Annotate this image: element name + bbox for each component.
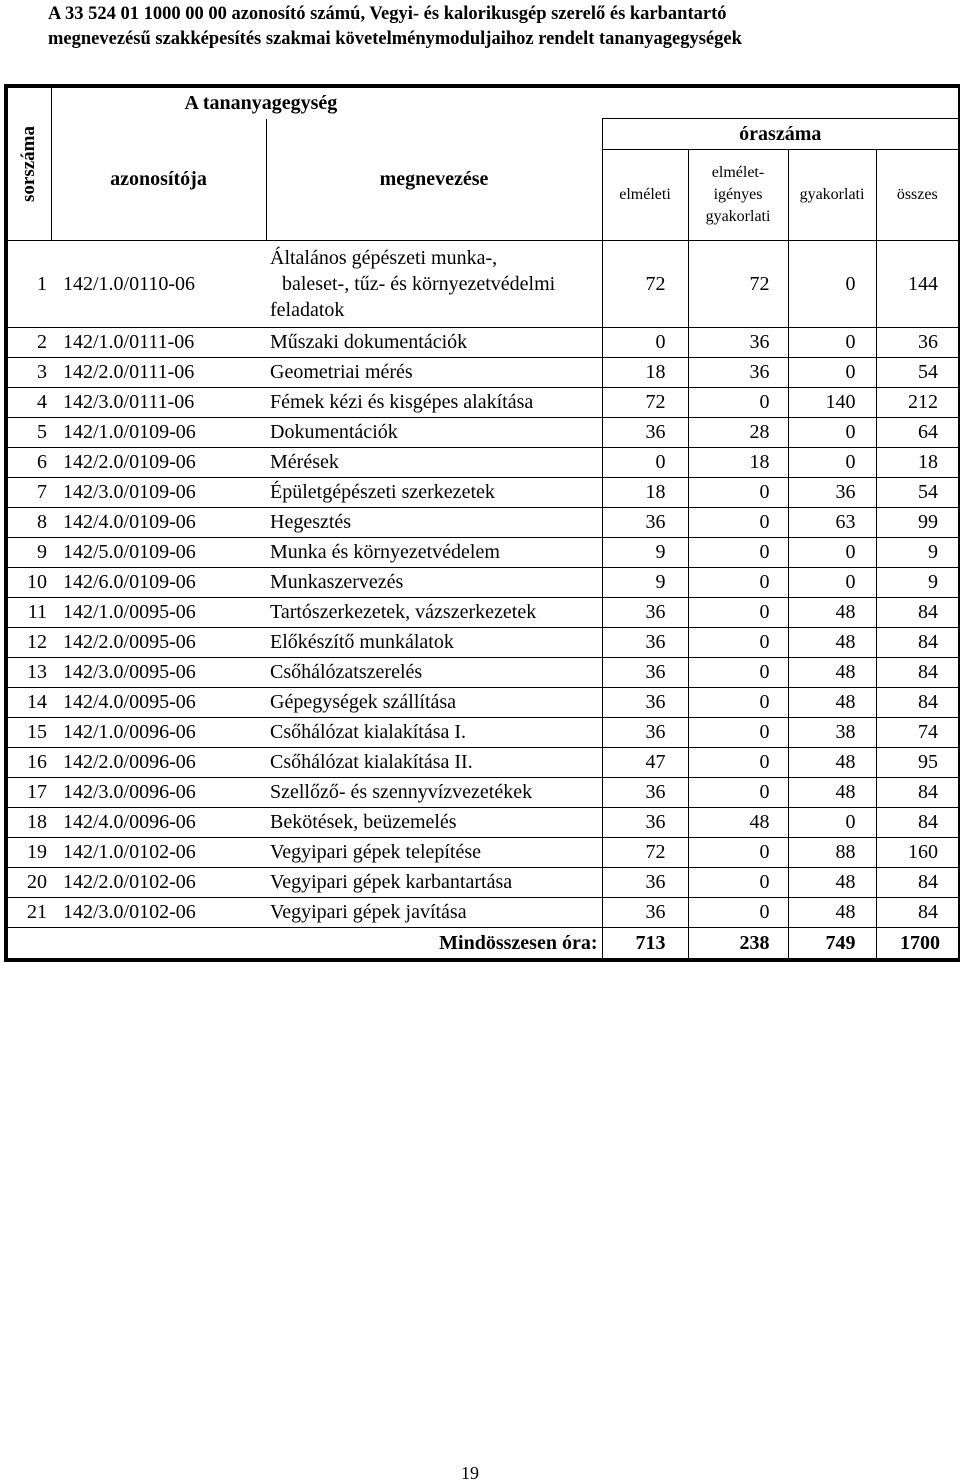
- row-megnevezes: Hegesztés: [266, 508, 602, 538]
- row-sorszam: 15: [6, 718, 51, 748]
- header-azonositoja: azonosítója: [51, 119, 266, 241]
- row-sorszam: 17: [6, 778, 51, 808]
- header-sorszama: sorszáma: [6, 86, 51, 241]
- row-azonosito: 142/2.0/0096-06: [51, 748, 266, 778]
- row-elmelet-igenyes: 0: [688, 778, 788, 808]
- row-sorszam: 19: [6, 838, 51, 868]
- row-azonosito: 142/2.0/0102-06: [51, 868, 266, 898]
- row-elmeleti: 36: [602, 718, 688, 748]
- row-elmelet-igenyes: 0: [688, 388, 788, 418]
- row-megnevezes: Bekötések, beüzemelés: [266, 808, 602, 838]
- row-osszes: 74: [876, 718, 960, 748]
- row-megnevezes: Mérések: [266, 448, 602, 478]
- row-azonosito: 142/1.0/0096-06: [51, 718, 266, 748]
- row-sorszam: 16: [6, 748, 51, 778]
- row-elmeleti: 36: [602, 898, 688, 928]
- row-gyakorlati: 0: [788, 568, 876, 598]
- table-row: [6, 538, 960, 568]
- table-row: [6, 508, 960, 538]
- table-row: [6, 628, 960, 658]
- row-osszes: 212: [876, 388, 960, 418]
- table-row: [6, 898, 960, 928]
- table-row: [6, 328, 960, 358]
- row-elmelet-igenyes: 48: [688, 808, 788, 838]
- row-elmeleti: 72: [602, 388, 688, 418]
- row-megnevezes: Csőhálózat kialakítása I.: [266, 718, 602, 748]
- row-megnevezes: Szellőző- és szennyvízvezetékek: [266, 778, 602, 808]
- row-azonosito: 142/3.0/0111-06: [51, 388, 266, 418]
- row-osszes: 84: [876, 628, 960, 658]
- total-label: Mindösszesen óra:: [6, 928, 602, 961]
- total-row: [6, 928, 960, 961]
- row-elmelet-igenyes: 0: [688, 658, 788, 688]
- row-osszes: 84: [876, 808, 960, 838]
- row-elmeleti: 18: [602, 358, 688, 388]
- row-elmelet-igenyes: 0: [688, 478, 788, 508]
- row-elmelet-igenyes: 0: [688, 688, 788, 718]
- row-azonosito: 142/6.0/0109-06: [51, 568, 266, 598]
- row-azonosito: 142/1.0/0109-06: [51, 418, 266, 448]
- row-osszes: 9: [876, 538, 960, 568]
- row-gyakorlati: 0: [788, 418, 876, 448]
- row-gyakorlati: 48: [788, 658, 876, 688]
- row-sorszam: 20: [6, 868, 51, 898]
- table-row: [6, 598, 960, 628]
- table-row: [6, 778, 960, 808]
- total-osszes: 1700: [876, 928, 960, 961]
- row-megnevezes: Munka és környezetvédelem: [266, 538, 602, 568]
- row-elmelet-igenyes: 36: [688, 328, 788, 358]
- row-megnevezes: Tartószerkezetek, vázszerkezetek: [266, 598, 602, 628]
- row-megnevezes: Vegyipari gépek karbantartása: [266, 868, 602, 898]
- row-elmeleti: 72: [602, 838, 688, 868]
- row-gyakorlati: 48: [788, 688, 876, 718]
- row-elmeleti: 47: [602, 748, 688, 778]
- row-sorszam: 21: [6, 898, 51, 928]
- row-megnevezes: Munkaszervezés: [266, 568, 602, 598]
- row-osszes: 99: [876, 508, 960, 538]
- row-gyakorlati: 48: [788, 868, 876, 898]
- table-row: [6, 568, 960, 598]
- row-osszes: 54: [876, 358, 960, 388]
- row-megnevezes: Dokumentációk: [266, 418, 602, 448]
- row-osszes: 84: [876, 778, 960, 808]
- row-elmeleti: 36: [602, 778, 688, 808]
- row-osszes: 84: [876, 898, 960, 928]
- row-megnevezes: Műszaki dokumentációk: [266, 328, 602, 358]
- row-sorszam: 12: [6, 628, 51, 658]
- row-elmeleti: 36: [602, 598, 688, 628]
- curriculum-table: [4, 84, 960, 962]
- row-sorszam: 6: [6, 448, 51, 478]
- row-megnevezes: Fémek kézi és kisgépes alakítása: [266, 388, 602, 418]
- row-elmelet-igenyes: 0: [688, 508, 788, 538]
- row-azonosito: 142/4.0/0109-06: [51, 508, 266, 538]
- row-gyakorlati: 38: [788, 718, 876, 748]
- row-gyakorlati: 0: [788, 448, 876, 478]
- row-megnevezes: Vegyipari gépek javítása: [266, 898, 602, 928]
- row-elmelet-igenyes: 28: [688, 418, 788, 448]
- header-gyakorlati: gyakorlati: [788, 150, 876, 241]
- row-elmeleti: 36: [602, 688, 688, 718]
- row-osszes: 84: [876, 868, 960, 898]
- row-osszes: 54: [876, 478, 960, 508]
- row-sorszam: 18: [6, 808, 51, 838]
- row-elmelet-igenyes: 0: [688, 898, 788, 928]
- row-azonosito: 142/1.0/0111-06: [51, 328, 266, 358]
- row-osszes: 64: [876, 418, 960, 448]
- row-gyakorlati: 48: [788, 748, 876, 778]
- row-osszes: 95: [876, 748, 960, 778]
- row-azonosito: 142/4.0/0095-06: [51, 688, 266, 718]
- table-row: [6, 658, 960, 688]
- row-elmeleti: 72: [602, 241, 688, 328]
- row-azonosito: 142/1.0/0095-06: [51, 598, 266, 628]
- row-elmeleti: 36: [602, 808, 688, 838]
- row-megnevezes: Előkészítő munkálatok: [266, 628, 602, 658]
- row-sorszam: 14: [6, 688, 51, 718]
- row-gyakorlati: 63: [788, 508, 876, 538]
- row-megnevezes: Geometriai mérés: [266, 358, 602, 388]
- row-osszes: 144: [876, 241, 960, 328]
- row-sorszam: 10: [6, 568, 51, 598]
- row-megnevezes: Vegyipari gépek telepítése: [266, 838, 602, 868]
- header-elmelet-igenyes-gyakorlati: elmélet- igényes gyakorlati: [688, 150, 788, 241]
- row-elmeleti: 36: [602, 418, 688, 448]
- total-elmelet-igenyes: 238: [688, 928, 788, 961]
- row-gyakorlati: 48: [788, 628, 876, 658]
- row-gyakorlati: 0: [788, 808, 876, 838]
- row-osszes: 84: [876, 598, 960, 628]
- row-azonosito: 142/4.0/0096-06: [51, 808, 266, 838]
- row-elmelet-igenyes: 0: [688, 598, 788, 628]
- table-row: [6, 448, 960, 478]
- row-sorszam: 13: [6, 658, 51, 688]
- row-gyakorlati: 48: [788, 898, 876, 928]
- row-azonosito: 142/1.0/0110-06: [51, 241, 266, 328]
- row-megnevezes: Csőhálózatszerelés: [266, 658, 602, 688]
- row-gyakorlati: 0: [788, 241, 876, 328]
- row-azonosito: 142/3.0/0096-06: [51, 778, 266, 808]
- row-elmeleti: 9: [602, 538, 688, 568]
- row-sorszam: 11: [6, 598, 51, 628]
- row-megnevezes-line: Általános gépészeti munka-,: [270, 247, 498, 269]
- row-elmeleti: 36: [602, 508, 688, 538]
- table-row: [6, 688, 960, 718]
- row-megnevezes: Csőhálózat kialakítása II.: [266, 748, 602, 778]
- row-sorszam: 1: [6, 241, 51, 328]
- row-gyakorlati: 88: [788, 838, 876, 868]
- row-azonosito: 142/3.0/0109-06: [51, 478, 266, 508]
- table-row: [6, 388, 960, 418]
- row-elmeleti: 9: [602, 568, 688, 598]
- row-sorszam: 8: [6, 508, 51, 538]
- title-line-1: A 33 524 01 1000 00 00 azonosító számú, Vegyi- és kalorikusgép szerelő és karbantartó: [48, 4, 727, 24]
- row-elmeleti: 0: [602, 328, 688, 358]
- row-sorszam: 5: [6, 418, 51, 448]
- table-row: [6, 748, 960, 778]
- row-elmelet-igenyes: 0: [688, 628, 788, 658]
- row-elmeleti: 0: [602, 448, 688, 478]
- row-elmeleti: 36: [602, 628, 688, 658]
- total-elmeleti: 713: [602, 928, 688, 961]
- document-title: [48, 2, 928, 52]
- row-gyakorlati: 48: [788, 778, 876, 808]
- table-row: [6, 478, 960, 508]
- row-megnevezes: Épületgépészeti szerkezetek: [266, 478, 602, 508]
- row-osszes: 84: [876, 658, 960, 688]
- row-sorszam: 3: [6, 358, 51, 388]
- row-sorszam: 2: [6, 328, 51, 358]
- table-row: [6, 358, 960, 388]
- table-row: [6, 868, 960, 898]
- row-osszes: 36: [876, 328, 960, 358]
- row-megnevezes: Gépegységek szállítása: [266, 688, 602, 718]
- header-oraszama: óraszáma: [602, 119, 960, 150]
- row-gyakorlati: 0: [788, 328, 876, 358]
- row-osszes: 9: [876, 568, 960, 598]
- row-elmeleti: 18: [602, 478, 688, 508]
- row-megnevezes-line: baleset-, tűz- és környezetvédelmi: [282, 273, 556, 295]
- row-osszes: 160: [876, 838, 960, 868]
- row-azonosito: 142/5.0/0109-06: [51, 538, 266, 568]
- row-osszes: 84: [876, 688, 960, 718]
- page-number: 19: [461, 1463, 479, 1483]
- row-sorszam: 7: [6, 478, 51, 508]
- row-elmelet-igenyes: 0: [688, 748, 788, 778]
- row-gyakorlati: 0: [788, 358, 876, 388]
- header-elmeleti: elméleti: [602, 150, 688, 241]
- row-sorszam: 4: [6, 388, 51, 418]
- total-gyakorlati: 749: [788, 928, 876, 961]
- row-azonosito: 142/2.0/0109-06: [51, 448, 266, 478]
- row-megnevezes-line: feladatok: [270, 299, 345, 321]
- table-row: [6, 808, 960, 838]
- row-elmelet-igenyes: 0: [688, 868, 788, 898]
- row-elmelet-igenyes: 0: [688, 838, 788, 868]
- row-elmeleti: 36: [602, 658, 688, 688]
- table-row: [6, 241, 960, 328]
- row-azonosito: 142/3.0/0102-06: [51, 898, 266, 928]
- row-elmelet-igenyes: 0: [688, 568, 788, 598]
- title-line-2: megnevezésű szakképesítés szakmai követelménymodulјaihoz rendelt tananyagegységek: [48, 29, 742, 49]
- row-osszes: 18: [876, 448, 960, 478]
- table-row: [6, 838, 960, 868]
- row-elmelet-igenyes: 0: [688, 538, 788, 568]
- row-elmeleti: 36: [602, 868, 688, 898]
- row-elmelet-igenyes: 36: [688, 358, 788, 388]
- row-azonosito: 142/1.0/0102-06: [51, 838, 266, 868]
- header-tananyagegyseg: A tananyagegység: [51, 86, 960, 119]
- header-osszes: összes: [876, 150, 960, 241]
- row-azonosito: 142/2.0/0095-06: [51, 628, 266, 658]
- row-megnevezes: [266, 241, 602, 328]
- row-elmelet-igenyes: 0: [688, 718, 788, 748]
- row-elmelet-igenyes: 18: [688, 448, 788, 478]
- row-sorszam: 9: [6, 538, 51, 568]
- row-gyakorlati: 0: [788, 538, 876, 568]
- row-gyakorlati: 140: [788, 388, 876, 418]
- row-elmelet-igenyes: 72: [688, 241, 788, 328]
- row-azonosito: 142/2.0/0111-06: [51, 358, 266, 388]
- table-row: [6, 418, 960, 448]
- row-gyakorlati: 48: [788, 598, 876, 628]
- table-row: [6, 718, 960, 748]
- row-azonosito: 142/3.0/0095-06: [51, 658, 266, 688]
- header-megnevezese: megnevezése: [266, 119, 602, 241]
- row-gyakorlati: 36: [788, 478, 876, 508]
